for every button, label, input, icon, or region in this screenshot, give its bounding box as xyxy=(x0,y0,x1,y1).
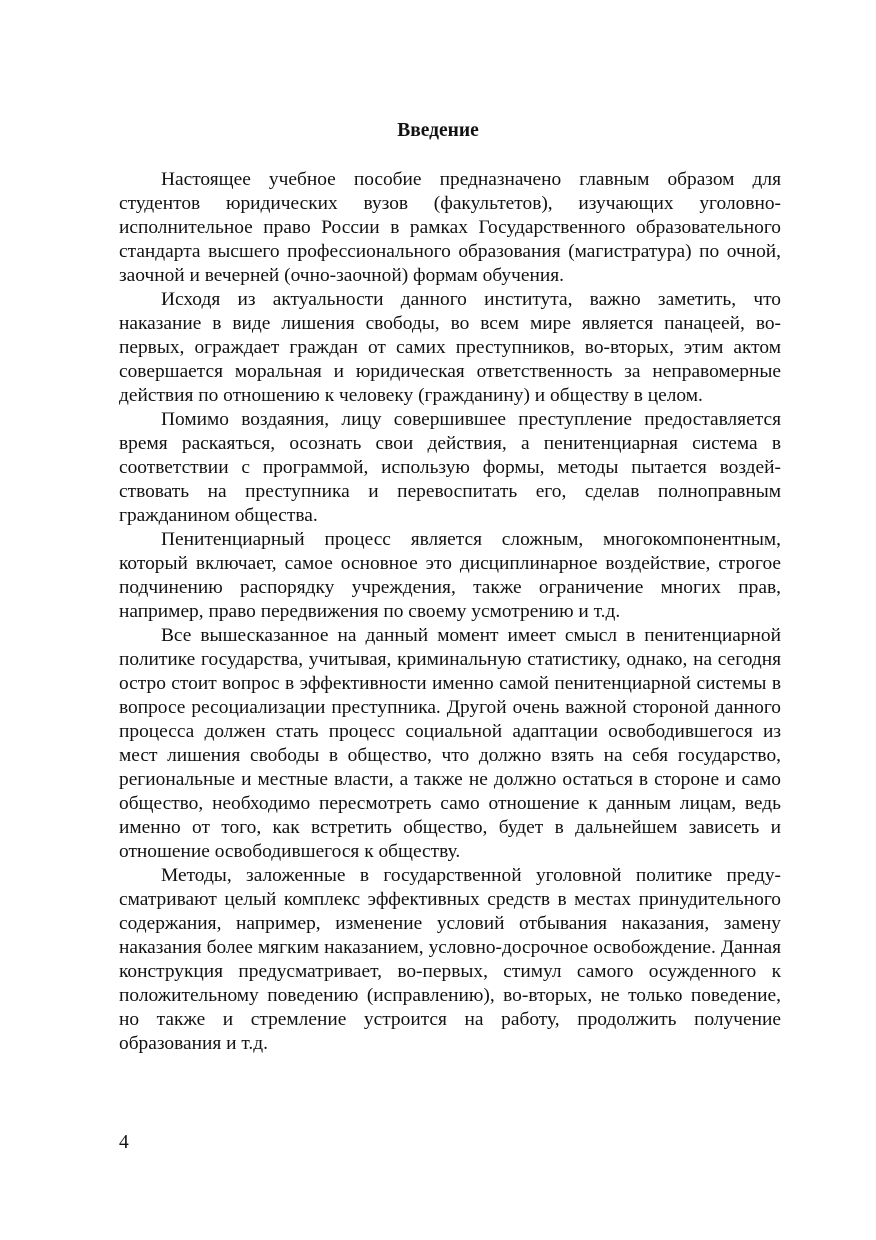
paragraph-5: Все вышесказанное на данный момент имеет смысл в пенитенциарной политике государства, учитывая, криминальную статистику, однако, на сегодня остро стоит вопрос в эффективности именно самой пенитенциарной системы в вопросе ресоциализации преступника. Другой очень важной стороной данного процесса должен стать процесс социальной адаптации освободившегося из мест лишения свободы в общество, что должно взять на себя государство, региональные и местные власти, а также не должно остаться в стороне и само общество, необходимо пересмотреть само отношение к данным лицам, ведь именно от того, как встретить общество, будет в дальнейшем зависеть и отношение освободившегося к обществу. xyxy=(119,625,781,862)
paragraph-1: Настоящее учебное пособие предназначено главным образом для студентов юридических вузов (факультетов), изучающих уголовно-исполнительное право России в рамках Государственного образовательного стандарта высшего профессионального образования (магистратура) по очной, заочной и вечерней (очно-заочной) формам обучения. xyxy=(119,169,781,286)
paragraph-3: Помимо воздаяния, лицу совершившее преступление предоставляется время раскаяться, осознать свои действия, а пенитенциарная система в соответствии с программой, использую формы, методы пытается воздействовать на преступника и перевоспитать его, сделав полноправным гражданином общества. xyxy=(119,409,781,526)
page-number: 4 xyxy=(119,1132,129,1153)
paragraph-4: Пенитенциарный процесс является сложным, многокомпонентным, который включает, самое основное это дисциплинарное воздействие, строгое подчинению распорядку учреждения, также ограничение многих прав, например, право передвижения по своему усмотрению и т.д. xyxy=(119,529,781,622)
page-title: Введение xyxy=(397,120,479,141)
body-text xyxy=(119,168,781,1056)
paragraph-2: Исходя из актуальности данного института, важно заметить, что наказание в виде лишения свободы, во всем мире является панацеей, во-первых, ограждает граждан от самих преступников, во-вторых, этим актом совершается моральная и юридическая ответственность за неправомерные действия по отношению к человеку (гражданину) и обществу в целом. xyxy=(119,289,781,406)
paragraph-6: Методы, заложенные в государственной уголовной политике предусматривают целый комплекс эффективных средств в местах принудительного содержания, например, изменение условий отбывания наказания, замену наказания более мягким наказанием, условно-досрочное освобождение. Данная конструкция предусматривает, во-первых, стимул самого осужденного к положительному поведению (исправлению), во-вторых, не только поведение, но также и стремление устроится на работу, продолжить получение образования и т.д. xyxy=(119,865,781,1054)
